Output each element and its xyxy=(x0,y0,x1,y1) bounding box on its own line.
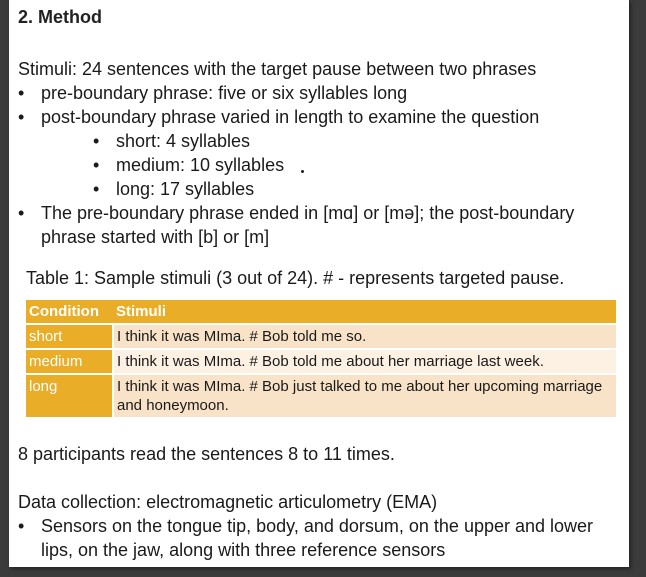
table-row xyxy=(26,374,616,418)
stimulus-cell: I think it was MIma. # Bob just talked to me about her upcoming marriage and honeymoon. xyxy=(113,374,616,418)
bullet-icon: • xyxy=(93,179,100,199)
section-heading: 2. Method xyxy=(18,7,102,27)
sub-bullet-short: short: 4 syllables xyxy=(116,131,251,151)
stray-dot xyxy=(301,170,304,173)
slide-page xyxy=(9,0,629,567)
table-header-row xyxy=(26,300,616,324)
bullet-icon: • xyxy=(18,516,25,536)
bullet-icon: • xyxy=(18,203,25,223)
bullet-pre-boundary: pre-boundary phrase: five or six syllables long xyxy=(41,83,408,103)
stimulus-cell: I think it was MIma. # Bob told me so. xyxy=(113,324,616,349)
bullet-icon: • xyxy=(18,107,25,127)
condition-cell: medium xyxy=(26,349,113,374)
participants-text: 8 participants read the sentences 8 to 11 times. xyxy=(18,444,395,464)
sub-bullet-medium: medium: 10 syllables xyxy=(116,155,285,175)
sensors-line2: lips, on the jaw, along with three reference sensors xyxy=(41,540,446,560)
condition-cell: long xyxy=(26,374,113,418)
header-stimuli: Stimuli xyxy=(113,300,616,324)
data-collection-text: Data collection: electromagnetic articulometry (EMA) xyxy=(18,492,438,512)
sensors-line1: Sensors on the tongue tip, body, and dorsum, on the upper and lower xyxy=(41,516,594,536)
bullet-icon: • xyxy=(93,131,100,151)
table-row xyxy=(26,324,616,349)
table-row xyxy=(26,349,616,374)
table-caption: Table 1: Sample stimuli (3 out of 24). # - represents targeted pause. xyxy=(26,268,565,288)
bullet-boundary-line2: phrase started with [b] or [m] xyxy=(41,227,270,247)
bullet-icon: • xyxy=(93,155,100,175)
sub-bullet-long: long: 17 syllables xyxy=(116,179,255,199)
bullet-icon: • xyxy=(18,83,25,103)
header-condition: Condition xyxy=(26,300,113,324)
bullet-boundary-line1: The pre-boundary phrase ended in [mɑ] or [mə]; the post-boundary xyxy=(41,203,575,223)
stimuli-intro: Stimuli: 24 sentences with the target pause between two phrases xyxy=(18,59,537,79)
stimuli-table xyxy=(26,300,616,419)
bullet-post-boundary: post-boundary phrase varied in length to examine the question xyxy=(41,107,540,127)
stimulus-cell: I think it was MIma. # Bob told me about her marriage last week. xyxy=(113,349,616,374)
condition-cell: short xyxy=(26,324,113,349)
